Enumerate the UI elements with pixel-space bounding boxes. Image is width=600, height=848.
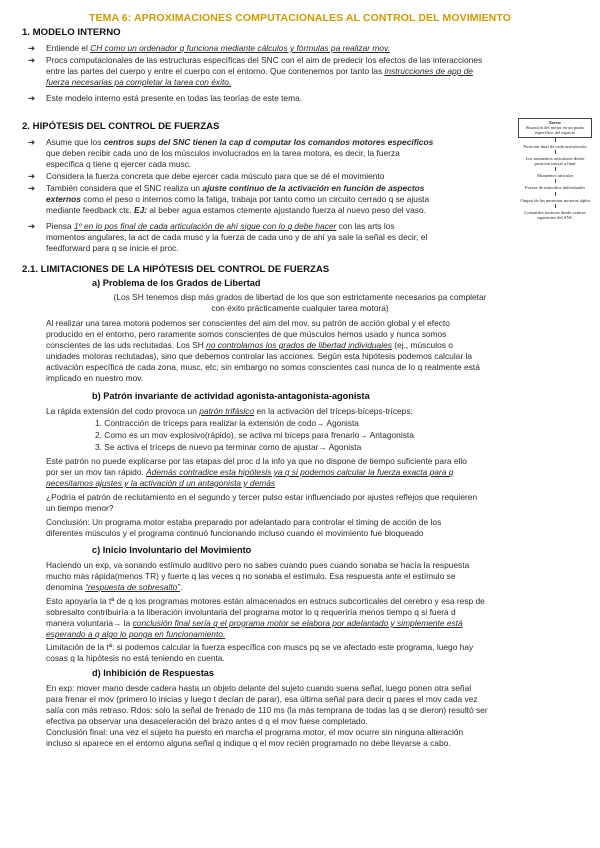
flow-arrow	[518, 204, 592, 209]
a-paragraph-line: producido en el entorno, pero raramente somos conscientes de que músculos hemos usado y nunca somos	[46, 329, 447, 339]
s1-bullet-2-line-1: Procs computacionales de las estructuras específicas del SNC con el aim de predecir los efectos de las interacciones	[46, 55, 483, 65]
flow-step: Comandos motores desde centros superiores del SNC	[524, 209, 586, 221]
a-paragraph-line: conscientes de las uds reclutadas. Los SH no controlamos los grados de libertad individuales (ej., músculos o	[46, 340, 453, 350]
force-control-flow-diagram	[518, 118, 592, 221]
b-list-item: 2. Como es un mov explosivo(rápido), se activa mi bíceps para frenarlo→ Antagonista	[95, 430, 414, 440]
b-paragraph-line: necesitamos ajustes y la activación d un antagonista y demás	[46, 478, 276, 488]
c-paragraph-line: denomina “respuesta de sobresalto”.	[46, 582, 183, 592]
b-paragraph-line: un tiempo menor?	[46, 503, 114, 513]
a-paragraph-line: Al realizar una tarea motora podemos ser conscientes del aim del mov, su patrón de acción global y el efecto	[46, 318, 450, 328]
b-paragraph-line: Conclusión: Un programa motor estaba preparado por adelantado para controlar el timing de acción de los	[46, 517, 442, 527]
document-title: TEMA 6: APROXIMACIONES COMPUTACIONALES AL CONTROL DEL MOVIMIENTO	[89, 12, 511, 24]
d-paragraph-line: En exp: mover mano desde cadera hasta un objeto delante del sujeto cuando suena señal, luego ponen otra señal	[46, 683, 472, 693]
flow-arrow	[518, 179, 592, 184]
c-paragraph-line: esperando a q algo lo ponga en funcionamiento.	[46, 629, 226, 639]
c-paragraph-line: mucho más rápida(menos TR) y fuerte q las veces q no sonaba el estímulo. Esa respuesta ante el estímulo se	[46, 571, 456, 581]
a-paragraph-line: implicado en nuestro mov.	[46, 373, 144, 383]
b-list-item: 1. Contracción de tríceps para realizar la extensión de codo→ Agonista	[95, 418, 359, 428]
flow-step: Output de las neuronas motoras alpha	[520, 197, 590, 203]
flow-task-description: Situación del mejor en un punto específico del espacio	[525, 125, 585, 136]
s2-bullet-4-line-1: Piensa 1º en lo pos final de cada articulación de ahí sigue con lo q debe hacer con las arts los	[46, 221, 395, 231]
subsection-c-title: c) Inicio Involuntario del Movimiento	[92, 545, 252, 555]
flow-step: Momentos articular	[536, 173, 574, 179]
a-paragraph-line: unidades motoras reclutadas), sino que debemos controlar las acciones. Según esta hipótesis podemos calcular la	[46, 351, 472, 361]
s1-bullet-2-line-3: fuerza necesarias pa completar la tarea con éxito.	[46, 77, 232, 87]
a-parenthetical-line-1: (Los SH tenemos disp más grados de libertad de los que son estrictamente necesarios pa completar	[113, 292, 487, 302]
b-list-item: 3. Se activa el tríceps de nuevo pa terminar como de ajustar→ Agonista	[95, 442, 362, 452]
arrow-bullet-icon: ➔	[28, 43, 36, 53]
s2-bullet-3-line-1: También considera que el SNC realiza un ajuste continuo de la activación en función de aspectos	[46, 183, 425, 193]
c-paragraph-line: cosas q la hipótesis no está teniendo en cuenta.	[46, 653, 225, 663]
s1-bullet-2-line-2: entre las partes del cuerpo y entre el cuerpo con el entorno. Que contenemos por tanto las instrucciones de app de	[46, 66, 473, 76]
subsection-a-title: a) Problema de los Grados de Libertad	[92, 278, 261, 288]
flow-step: Los momentos articulares desde posición inicial a final	[525, 155, 585, 167]
s2-bullet-3-line-2: externos como el peso o internos como la fatiga, trabaja por tanto como un circuito cerrado q se ajusta	[46, 194, 430, 204]
flow-arrow	[518, 192, 592, 197]
s1-bullet-1: Entiende el CH como un ordenador q funciona mediante cálculos y fórmulas pa realizar mov.	[46, 43, 390, 53]
subsection-b-title: b) Patrón invariante de actividad agonista-antagonista-agonista	[92, 391, 370, 401]
s2-bullet-1-line-2: que deben recibir cada uno de los músculos involucrados en la tarea motora, es decir, la fuerza	[46, 148, 400, 158]
s2-bullet-1-line-1: Asume que los centros sups del SNC tienen la cap d computar los comandos motores específicos	[46, 137, 434, 147]
flow-arrow	[518, 150, 592, 155]
s2-bullet-4-line-2: momentos angulares, la act de cada musc y la fuerza de cada uno y de ahí ya sale la señal es decir, el	[46, 232, 428, 242]
b-paragraph-line: diferentes músculos y el programa continuó funcionando incluso cuando el movimiento fue bloqueado	[46, 528, 424, 538]
b-paragraph-line: por ser un mov tan rápido. Además contradice esta hipótesis ya q si podemos calcular la fuerza exacta para q	[46, 467, 454, 477]
flow-arrow	[518, 167, 592, 172]
c-paragraph-line: Esto apoyaría la tª de q los programas motores están almacenados en estrucs subcorticales del cerebro y esa resp de	[46, 596, 485, 606]
s2-bullet-3-line-3: mediante feedback ctε. EJ: al beber agua estamos ctemente ajustando fuerza al nuevo peso del vaso.	[46, 205, 426, 215]
s1-bullet-3: Este modelo interno está presente en todas las teorías de este tema.	[46, 93, 303, 103]
flow-task-box	[518, 118, 592, 138]
s2-bullet-4-line-3: feedforward para q se inicie el proc.	[46, 243, 179, 253]
s2-bullet-2: Considera la fuerza concreta que debe ejercer cada músculo para que se dé el movimiento	[46, 171, 385, 181]
a-parenthetical-line-2: con éxito prácticamente cualquier tarea motora)	[211, 303, 389, 313]
d-paragraph-line: Conclusión final: una vez el sujeto ha puesto en marcha el programa motor, el mov ocurre sin ninguna alteración	[46, 727, 464, 737]
d-paragraph-line: efectiva pa observar una desaceleración del brazo antes d q el mov fuese completado.	[46, 716, 368, 726]
b-paragraph-line: ¿Podría el patrón de reclutamiento en el segundo y tercer pulso estar influenciado por ajustes reflejos que requieren	[46, 492, 478, 502]
b-paragraph-line: La rápida extensión del codo provoca un patrón trifásico en la activación del tríceps-bíceps-tríceps:	[46, 406, 413, 416]
c-paragraph-line: Haciendo un exp, va sonando estímulo auditivo pero no sabes cuando pues cuando sonaba se hacía la respuesta	[46, 560, 470, 570]
s2-bullet-1-line-3: específica q tiene q ejercer cada musc.	[46, 159, 192, 169]
b-paragraph-line: Este patrón no puede explicarse por las etapas del proc d la info ya que no dispone de tiempo suficiente para ello	[46, 456, 467, 466]
flow-step: Fuerza de músculos individuales	[524, 185, 586, 191]
c-paragraph-line: sobresalto contribuiría a la liberación involuntaria del programa motor lo q requeriría menos tiempo q si fuera d	[46, 607, 456, 617]
subsection-d-title: d) Inhibición de Respuestas	[92, 668, 215, 678]
section-1-heading: 1. MODELO INTERNO	[22, 27, 121, 38]
flow-arrow	[518, 138, 592, 143]
arrow-bullet-icon: ➔	[28, 137, 36, 147]
d-paragraph-line: incluso si aparece en el entorno alguna señal q indique q el mov recién programado no debe llevarse a cabo.	[46, 738, 451, 748]
section-2-1-heading: 2.1. LIMITACIONES DE LA HIPÓTESIS DEL CONTROL DE FUERZAS	[22, 264, 330, 275]
section-2-heading: 2. HIPÓTESIS DEL CONTROL DE FUERZAS	[22, 121, 220, 132]
arrow-bullet-icon: ➔	[28, 171, 36, 181]
arrow-bullet-icon: ➔	[28, 93, 36, 103]
d-paragraph-line: para frenar el mov (primero lo inicias y luego t decían de parar), esa última señal para decir q pares el mov cada vez	[46, 694, 478, 704]
flow-task-title: Tarea:	[548, 120, 562, 125]
arrow-bullet-icon: ➔	[28, 221, 36, 231]
c-paragraph-line: Limitación de la tª: si podemos calcular la fuerza específica con muscs pq se ve afectado este programa, luego hay	[46, 642, 474, 652]
flow-step: Posición final de cada articulación	[523, 143, 587, 149]
d-paragraph-line: salía con más retraso. Rdos: solo la señal de frenado de 110 ms (la más temprana de todas las q se dieron) resultó ser	[46, 705, 488, 715]
a-paragraph-line: activación específica de cada zona, musc, etc; sin embargo no somos conscientes casi nunca de lo q realmente está	[46, 362, 480, 372]
c-paragraph-line: manera voluntaria→ la conclusión final sería q el programa motor se elabora por adelantado y simplemente está	[46, 618, 463, 628]
arrow-bullet-icon: ➔	[28, 55, 36, 65]
arrow-bullet-icon: ➔	[28, 183, 36, 193]
